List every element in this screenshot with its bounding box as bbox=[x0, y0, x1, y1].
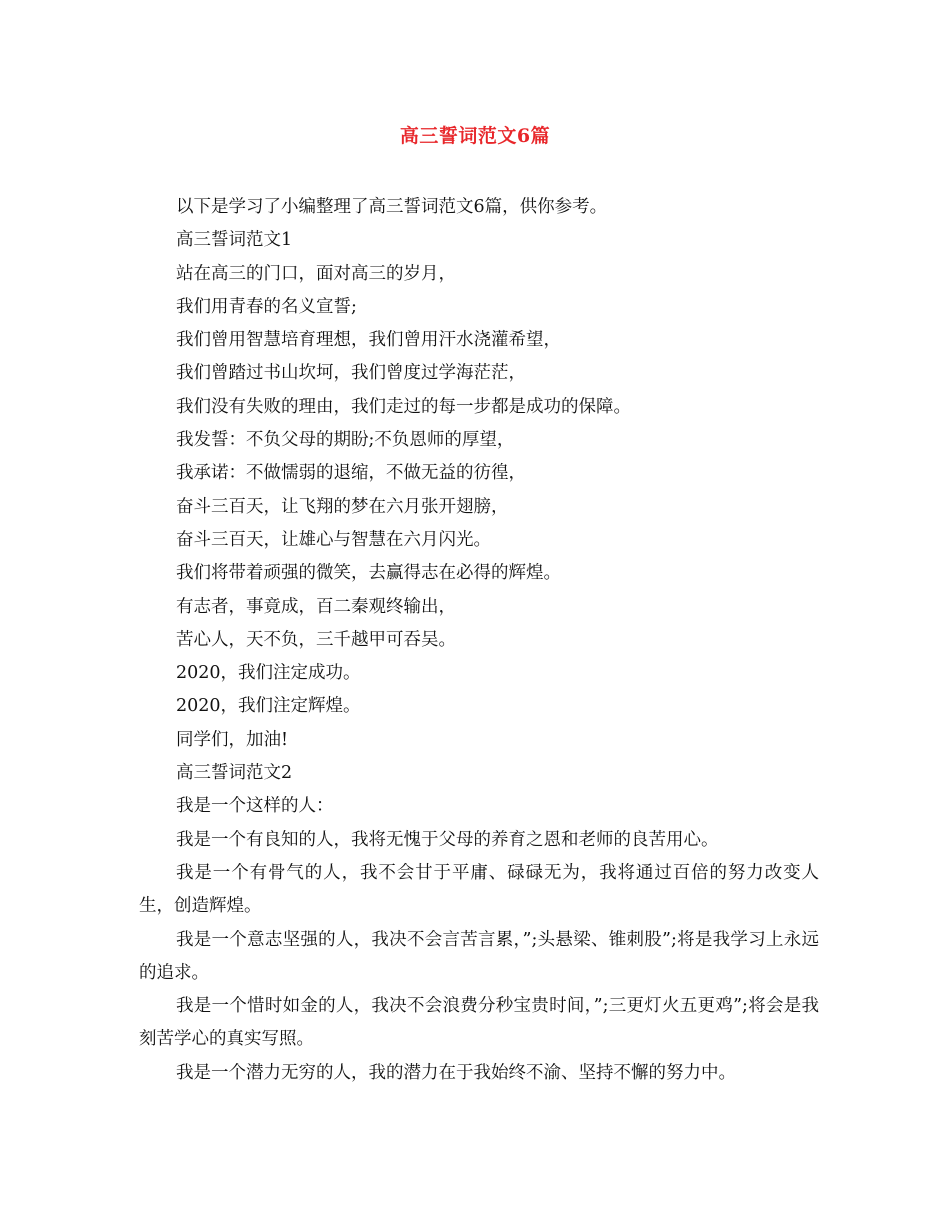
oath1-line: 我们曾用智慧培育理想，我们曾用汗水浇灌希望， bbox=[176, 330, 561, 351]
oath2-paragraph: 我是一个有骨气的人，我不会甘于平庸、碌碌无为，我将通过百倍的努力改变人生，创造辉煌。 bbox=[139, 862, 819, 917]
document-title: 高三誓词范文6篇 bbox=[399, 125, 551, 147]
oath1-line: 同学们，加油! bbox=[176, 729, 289, 750]
oath2-paragraph: 我是一个惜时如金的人，我决不会浪费分秒宝贵时间，”;三更灯火五更鸡”;将会是我刻苦学心的真实写照。 bbox=[139, 996, 819, 1050]
intro-paragraph: 以下是学习了小编整理了高三誓词范文6篇，供你参考。 bbox=[176, 197, 608, 217]
oath1-line: 我们曾踏过书山坎坷，我们曾度过学海茫茫， bbox=[176, 363, 526, 384]
oath2-paragraph: 我是一个潜力无穷的人，我的潜力在于我始终不渝、坚持不懈的努力中。 bbox=[176, 1062, 736, 1083]
oath1-line: 奋斗三百天，让雄心与智慧在六月闪光。 bbox=[176, 529, 491, 550]
oath1-line: 站在高三的门口，面对高三的岁月， bbox=[176, 263, 456, 284]
oath1-line: 我们用青春的名义宣誓; bbox=[176, 296, 357, 317]
section-heading-2: 高三誓词范文2 bbox=[176, 763, 293, 784]
oath2-paragraph: 我是一个意志坚强的人，我决不会言苦言累，”;头悬梁、锥刺股”;将是我学习上永远的追求。 bbox=[139, 929, 819, 983]
oath1-line: 2020，我们注定辉煌。 bbox=[176, 696, 361, 717]
oath2-intro: 我是一个这样的人： bbox=[176, 796, 334, 817]
section-heading-1: 高三誓词范文1 bbox=[176, 230, 293, 251]
oath1-line: 奋斗三百天，让飞翔的梦在六月张开翅膀， bbox=[176, 496, 509, 517]
oath1-line: 2020，我们注定成功。 bbox=[176, 663, 361, 684]
oath1-line: 我发誓：不负父母的期盼;不负恩师的厚望， bbox=[176, 430, 515, 451]
oath1-line: 我们将带着顽强的微笑，去赢得志在必得的辉煌。 bbox=[176, 563, 561, 584]
oath1-line: 我承诺：不做懦弱的退缩，不做无益的彷徨， bbox=[176, 463, 526, 484]
document-body bbox=[139, 191, 819, 1090]
oath1-line: 有志者，事竟成，百二秦观终输出， bbox=[176, 596, 456, 617]
oath1-line: 我们没有失败的理由，我们走过的每一步都是成功的保障。 bbox=[176, 396, 631, 417]
oath2-paragraph: 我是一个有良知的人，我将无愧于父母的养育之恩和老师的良苦用心。 bbox=[176, 829, 719, 850]
oath1-line: 苦心人，天不负，三千越甲可吞吴。 bbox=[176, 629, 456, 650]
